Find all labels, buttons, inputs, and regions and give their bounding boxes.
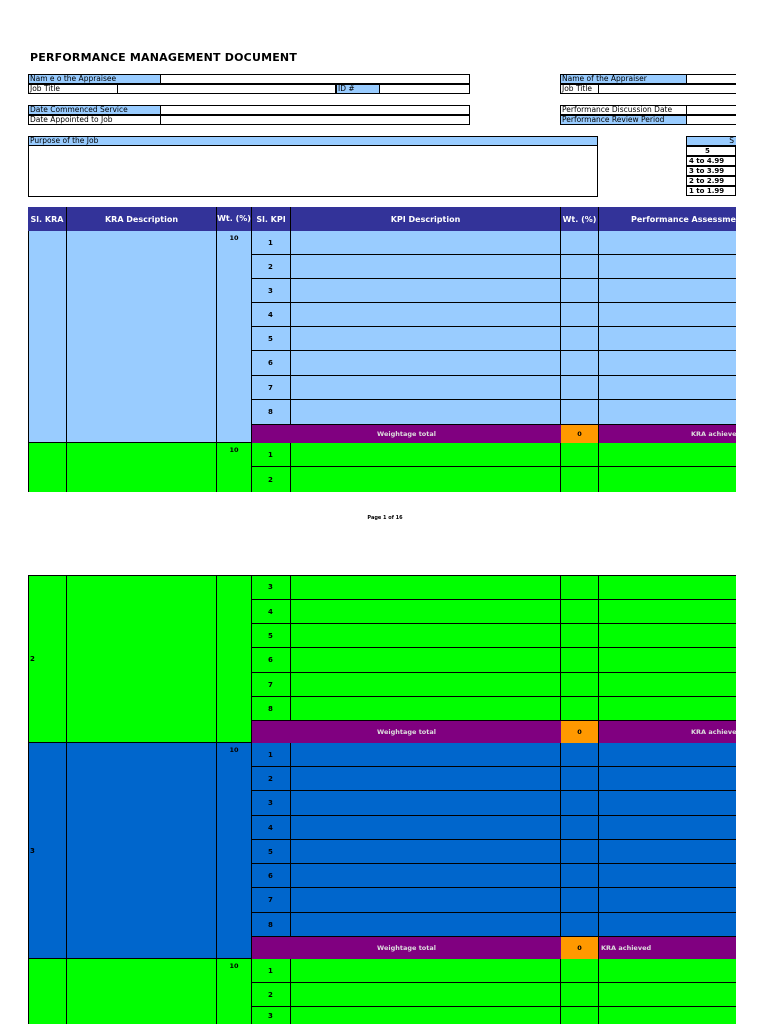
kpi-number: 7: [252, 673, 291, 697]
kpi-description-cell[interactable]: [291, 697, 561, 721]
kpi-number: 1: [252, 443, 291, 467]
kpi-description-cell[interactable]: [291, 327, 561, 351]
appraiser-name-field[interactable]: [686, 74, 736, 84]
kpi-description-cell[interactable]: [291, 816, 561, 840]
job-title-label: Job Title: [28, 84, 118, 94]
perf-cell[interactable]: [599, 913, 736, 937]
kpi-number: 5: [252, 624, 291, 648]
perf-discussion-date-label: Performance Discussion Date: [560, 105, 687, 115]
kpi-weight-cell[interactable]: [561, 959, 599, 983]
date-commenced-label: Date Commenced Service: [28, 105, 161, 115]
date-commenced-field[interactable]: [160, 105, 470, 115]
kpi-description-cell[interactable]: [291, 303, 561, 327]
kpi-number: 5: [252, 327, 291, 351]
appraisee-name-field[interactable]: [160, 74, 470, 84]
kpi-description-cell[interactable]: [291, 575, 561, 600]
kpi-weight-cell[interactable]: [561, 255, 599, 279]
perf-discussion-date-field[interactable]: [686, 105, 736, 115]
scale-row: 4 to 4.99: [686, 156, 736, 166]
kra-description-cell[interactable]: [67, 743, 217, 959]
appraiser-name-label: Name of the Appraiser: [560, 74, 687, 84]
kpi-number: 8: [252, 913, 291, 937]
weightage-total-label: Weightage total: [252, 937, 561, 959]
date-appointed-field[interactable]: [160, 115, 470, 125]
appraiser-job-title-label: Job Title: [560, 84, 599, 94]
kpi-weight-cell[interactable]: [561, 840, 599, 864]
kra-weight-cell[interactable]: 10: [217, 443, 252, 492]
kpi-description-cell[interactable]: [291, 376, 561, 400]
kpi-weight-cell[interactable]: [561, 376, 599, 400]
header-sl-kra: Sl. KRA: [28, 207, 67, 231]
kpi-description-cell[interactable]: [291, 231, 561, 255]
kpi-description-cell[interactable]: [291, 255, 561, 279]
appraiser-job-title-field[interactable]: [598, 84, 736, 94]
perf-cell[interactable]: [599, 673, 736, 697]
perf-cell[interactable]: [599, 983, 736, 1007]
kpi-weight-cell[interactable]: [561, 351, 599, 376]
kpi-number: 1: [252, 231, 291, 255]
kpi-number: 7: [252, 376, 291, 400]
scale-row: 1 to 1.99: [686, 186, 736, 196]
perf-cell[interactable]: [599, 400, 736, 425]
kpi-number: 5: [252, 840, 291, 864]
kpi-description-cell[interactable]: [291, 767, 561, 791]
weightage-total-value: 0: [561, 721, 599, 743]
scale-row: 3 to 3.99: [686, 166, 736, 176]
kpi-weight-cell[interactable]: [561, 816, 599, 840]
perf-cell[interactable]: [599, 255, 736, 279]
date-appointed-label: Date Appointed to Job: [28, 115, 161, 125]
kpi-description-cell[interactable]: [291, 1007, 561, 1024]
header-sl-kpi: Sl. KPI: [252, 207, 291, 231]
kpi-description-cell[interactable]: [291, 673, 561, 697]
kpi-number: 4: [252, 816, 291, 840]
perf-cell[interactable]: [599, 888, 736, 913]
header-wt-kpi: Wt. (%): [561, 207, 599, 231]
perf-cell[interactable]: [599, 303, 736, 327]
purpose-field[interactable]: [28, 145, 598, 197]
scale-header: S: [686, 136, 736, 146]
kra-achieved-label: KRA achieve: [599, 425, 736, 443]
kpi-description-cell[interactable]: [291, 443, 561, 467]
kpi-number: 4: [252, 303, 291, 327]
perf-review-period-label: Performance Review Period: [560, 115, 687, 125]
kpi-description-cell[interactable]: [291, 743, 561, 767]
id-field[interactable]: [379, 84, 470, 94]
perf-cell[interactable]: [599, 743, 736, 767]
kpi-weight-cell[interactable]: [561, 600, 599, 624]
kpi-weight-cell[interactable]: [561, 327, 599, 351]
kpi-description-cell[interactable]: [291, 840, 561, 864]
scale-row: 2 to 2.99: [686, 176, 736, 186]
perf-cell[interactable]: [599, 600, 736, 624]
kpi-weight-cell[interactable]: [561, 864, 599, 888]
kpi-description-cell[interactable]: [291, 467, 561, 492]
kpi-number: 3: [252, 575, 291, 600]
kpi-weight-cell[interactable]: [561, 767, 599, 791]
kpi-weight-cell[interactable]: [561, 400, 599, 425]
kpi-weight-cell[interactable]: [561, 983, 599, 1007]
kpi-number: 6: [252, 351, 291, 376]
perf-cell[interactable]: [599, 864, 736, 888]
kpi-description-cell[interactable]: [291, 791, 561, 816]
kra-description-cell[interactable]: [67, 575, 217, 743]
kra-weight-cell[interactable]: 10: [217, 743, 252, 959]
weightage-total-value: 0: [561, 937, 599, 959]
scale-row: 5: [686, 146, 736, 156]
kpi-weight-cell[interactable]: [561, 279, 599, 303]
kpi-weight-cell[interactable]: [561, 467, 599, 492]
page-footer: Page 1 of 16: [367, 515, 403, 521]
kra-number-cell[interactable]: 2: [28, 575, 67, 743]
weightage-total-label: Weightage total: [252, 425, 561, 443]
kra-achieved-label: KRA achieve: [599, 721, 736, 743]
perf-cell[interactable]: [599, 376, 736, 400]
kpi-weight-cell[interactable]: [561, 624, 599, 648]
kra-weight-cell[interactable]: 10: [217, 959, 252, 1024]
kpi-description-cell[interactable]: [291, 864, 561, 888]
kpi-number: 4: [252, 600, 291, 624]
perf-cell[interactable]: [599, 840, 736, 864]
kpi-description-cell[interactable]: [291, 400, 561, 425]
kpi-number: 2: [252, 983, 291, 1007]
kpi-number: 8: [252, 697, 291, 721]
kra-number-cell[interactable]: [28, 959, 67, 1024]
kpi-number: 1: [252, 743, 291, 767]
kra-number-cell[interactable]: [28, 231, 67, 443]
perf-cell[interactable]: [599, 443, 736, 467]
kpi-weight-cell[interactable]: [561, 913, 599, 937]
perf-review-period-field[interactable]: [686, 115, 736, 125]
weightage-total-label: Weightage total: [252, 721, 561, 743]
kpi-weight-cell[interactable]: [561, 743, 599, 767]
kpi-number: 3: [252, 1007, 291, 1024]
kpi-description-cell[interactable]: [291, 648, 561, 673]
kra-weight-cell[interactable]: 10: [217, 231, 252, 443]
perf-cell[interactable]: [599, 575, 736, 600]
kpi-weight-cell[interactable]: [561, 443, 599, 467]
perf-cell[interactable]: [599, 791, 736, 816]
kpi-number: 2: [252, 255, 291, 279]
kpi-description-cell[interactable]: [291, 959, 561, 983]
perf-cell[interactable]: [599, 279, 736, 303]
perf-cell[interactable]: [599, 697, 736, 721]
job-title-field[interactable]: [117, 84, 336, 94]
kpi-description-cell[interactable]: [291, 983, 561, 1007]
kpi-weight-cell[interactable]: [561, 697, 599, 721]
kpi-number: 8: [252, 400, 291, 425]
header-kra-description: KRA Description: [67, 207, 217, 231]
kpi-weight-cell[interactable]: [561, 1007, 599, 1024]
kra-description-cell[interactable]: [67, 231, 217, 443]
kpi-description-cell[interactable]: [291, 600, 561, 624]
kra-description-cell[interactable]: [67, 443, 217, 492]
document-title: PERFORMANCE MANAGEMENT DOCUMENT: [30, 51, 298, 64]
kpi-number: 3: [252, 791, 291, 816]
purpose-label: Purpose of the Job: [28, 136, 598, 146]
perf-cell[interactable]: [599, 816, 736, 840]
kpi-description-cell[interactable]: [291, 913, 561, 937]
header-performance-assessment: Performance Assessme: [599, 207, 736, 231]
kpi-description-cell[interactable]: [291, 351, 561, 376]
kpi-number: 7: [252, 888, 291, 913]
kpi-number: 2: [252, 767, 291, 791]
kpi-description-cell[interactable]: [291, 888, 561, 913]
kpi-weight-cell[interactable]: [561, 303, 599, 327]
kpi-weight-cell[interactable]: [561, 888, 599, 913]
kpi-weight-cell[interactable]: [561, 673, 599, 697]
kra-number-cell[interactable]: 3: [28, 743, 67, 959]
perf-cell[interactable]: [599, 327, 736, 351]
perf-cell[interactable]: [599, 231, 736, 255]
kpi-weight-cell[interactable]: [561, 575, 599, 600]
kpi-weight-cell[interactable]: [561, 791, 599, 816]
perf-cell[interactable]: [599, 767, 736, 791]
header-wt: Wt. (%): [217, 207, 252, 231]
kra-description-cell[interactable]: [67, 959, 217, 1024]
appraisee-name-label: Nam e o the Appraisee: [28, 74, 161, 84]
kpi-number: 6: [252, 864, 291, 888]
kpi-number: 2: [252, 467, 291, 492]
kra-weight-cell[interactable]: [217, 575, 252, 743]
kpi-weight-cell[interactable]: [561, 231, 599, 255]
kpi-description-cell[interactable]: [291, 279, 561, 303]
kpi-number: 1: [252, 959, 291, 983]
kra-number-cell[interactable]: [28, 443, 67, 492]
perf-cell[interactable]: [599, 351, 736, 376]
kpi-number: 3: [252, 279, 291, 303]
kpi-description-cell[interactable]: [291, 624, 561, 648]
header-kpi-description: KPI Description: [291, 207, 561, 231]
kpi-weight-cell[interactable]: [561, 648, 599, 673]
id-label: ID #: [336, 84, 380, 94]
perf-cell[interactable]: [599, 648, 736, 673]
weightage-total-value: 0: [561, 425, 599, 443]
perf-cell[interactable]: [599, 959, 736, 983]
perf-cell[interactable]: [599, 624, 736, 648]
kpi-number: 6: [252, 648, 291, 673]
kra-achieved-label: KRA achieved: [599, 937, 736, 959]
